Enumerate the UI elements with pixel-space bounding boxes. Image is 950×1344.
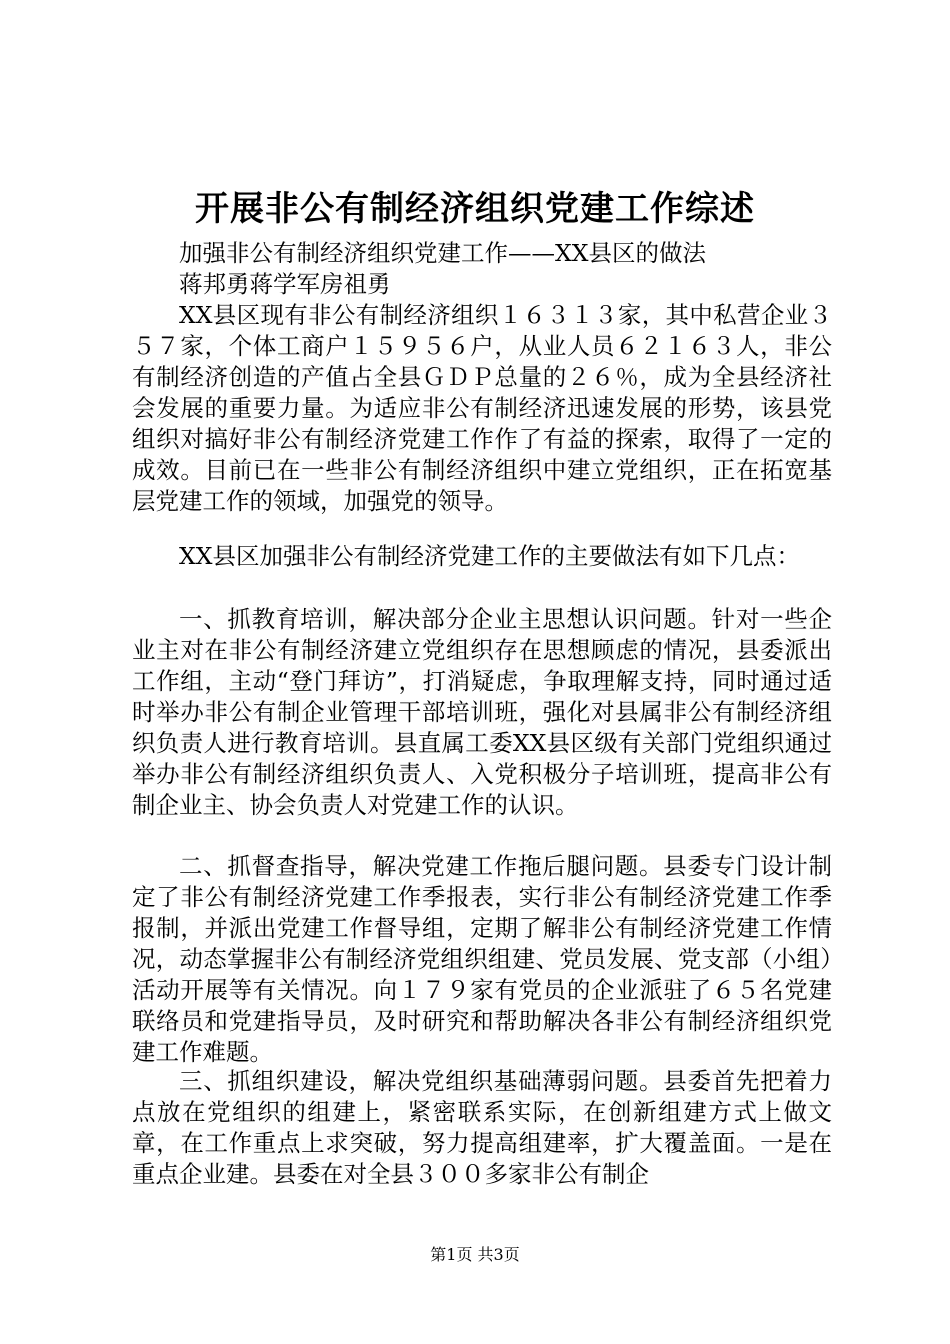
paragraph-main-points: XX县区加强非公有制经济党建工作的主要做法有如下几点： [179, 542, 800, 570]
paragraph-point-one: 一、抓教育培训，解决部分企业主思想认识问题。针对一些企业主对在非公有制经济建立党组织存在思想顾虑的情况，县委派出工作组，主动“登门拜访”，打消疑虑，争取理解支持，同时通过适时举办非公有制企业管理干部培训班，强化对县属非公有制经济组织负责人进行教育培训。县直属工委XX县区级有关部门党组织通过举办非公有制经济组织负责人、入党积极分子培训班，提高非公有制企业主、协会负责人对党建工作的认识。 [132, 605, 832, 819]
document-title: 开展非公有制经济组织党建工作综述 [195, 189, 755, 229]
document-subtitle: 加强非公有制经济组织党建工作——XX县区的做法 [179, 239, 706, 267]
paragraph-intro: XX县区现有非公有制经济组织１６３１３家，其中私营企业３５７家，个体工商户１５９５６户，从业人员６２１６３人，非公有制经济创造的产值占全县ＧＤＰ总量的２６％，成为全县经济社会发展的重要力量。为适应非公有制经济迅速发展的形势，该县党组织对搞好非公有制经济党建工作作了有益的探索，取得了一定的成效。目前已在一些非公有制经济组织中建立党组织，正在拓宽基层党建工作的领域，加强党的领导。 [132, 301, 832, 515]
paragraph-point-three: 三、抓组织建设，解决党组织基础薄弱问题。县委首先把着力点放在党组织的组建上，紧密联系实际，在创新组建方式上做文章，在工作重点上求突破，努力提高组建率，扩大覆盖面。一是在重点企业建。县委在对全县３００多家非公有制企 [132, 1067, 832, 1188]
page-footer: 第1页 共3页 [430, 1245, 520, 1264]
document-authors: 蒋邦勇蒋学军房祖勇 [179, 270, 391, 298]
paragraph-point-two: 二、抓督查指导，解决党建工作拖后腿问题。县委专门设计制定了非公有制经济党建工作季报表，实行非公有制经济党建工作季报制，并派出党建工作督导组，定期了解非公有制经济党建工作情况，动态掌握非公有制经济党组织组建、党员发展、党支部（小组）活动开展等有关情况。向１７９家有党员的企业派驻了６５名党建联络员和党建指导员，及时研究和帮助解决各非公有制经济组织党建工作难题。 [132, 852, 832, 1066]
